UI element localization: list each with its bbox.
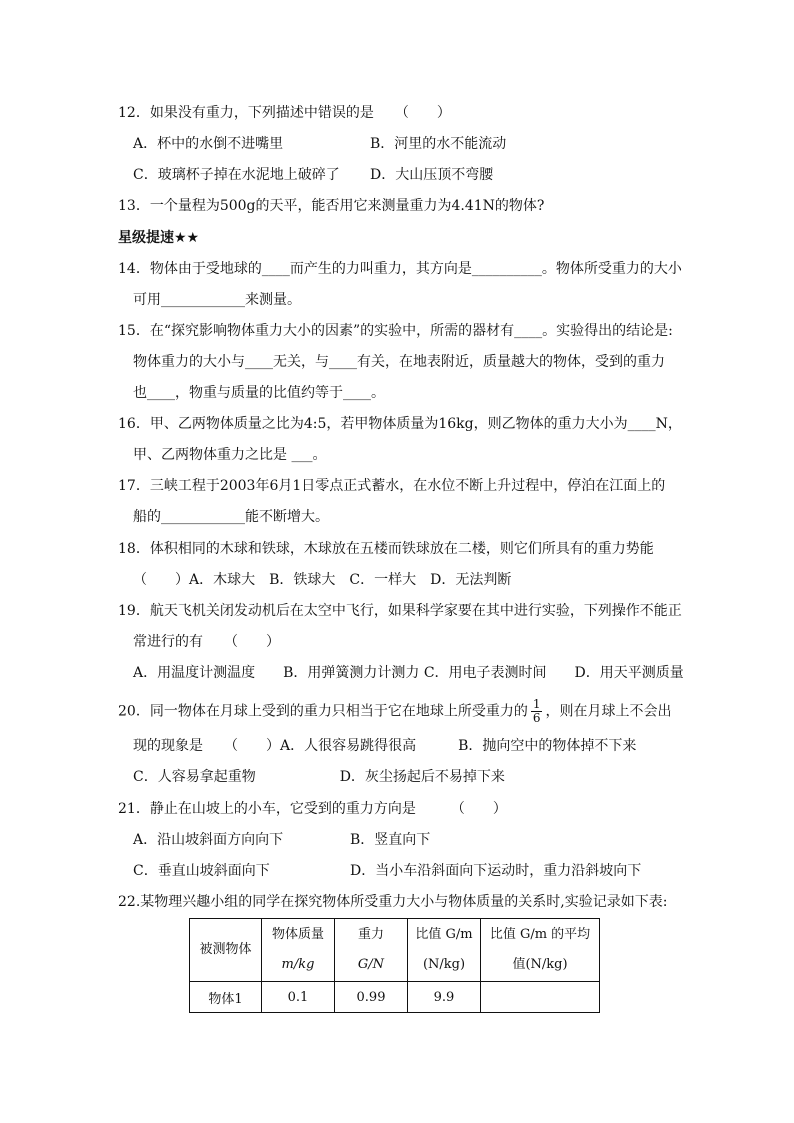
question-19-line-1: 19．航天飞机关闭发动机后在太空中飞行，如果科学家要在其中进行实验，下列操作不能正 [118, 603, 682, 619]
question-15-line-2: 物体重力的大小与____无关，与____有关，在地表附近，质量越大的物体，受到的重力 [133, 354, 665, 370]
question-13-stem: 13．一个量程为500g的天平，能否用它来测量重力为4.41N的物体? [118, 198, 545, 214]
question-19-line-2: 常进行的有 （ ） [133, 634, 280, 650]
question-21-stem: 21．静止在山坡上的小车，它受到的重力方向是 （ ） [118, 801, 507, 817]
question-16-line-1: 16．甲、乙两物体质量之比为4:5，若甲物体质量为16kg，则乙物体的重力大小为____N， [118, 416, 682, 432]
question-12-option-a: A．杯中的水倒不进嘴里 [133, 136, 284, 152]
header-ratio: 比值 G/m [415, 927, 473, 942]
question-15-line-1: 15．在“探究影响物体重力大小的因素”的实验中，所需的器材有____。实验得出的结论是: [118, 323, 673, 339]
header-ratio-unit: (N/kg) [422, 957, 466, 972]
question-15-line-3: 也____，物重与质量的比值约等于____。 [133, 385, 385, 401]
question-18-line-1: 18．体积相同的木球和铁球，木球放在五楼而铁球放在二楼，则它们所具有的重力势能 [118, 541, 654, 557]
one-sixth-fraction [531, 698, 543, 725]
question-16-line-2: 甲、乙两物体重力之比是 ___。 [133, 447, 327, 463]
table-row [190, 982, 600, 1013]
table-cell: 物体1 [190, 982, 262, 1013]
question-20-line-3: C．人容易拿起重物 D．灰尘扬起后不易掉下来 [133, 769, 505, 785]
header-gravity: 重力 [357, 927, 384, 942]
question-21-option-b: B．竖直向下 [350, 832, 431, 848]
experiment-table [189, 918, 600, 1013]
table-cell: 9.9 [408, 982, 481, 1013]
table-cell [481, 982, 600, 1013]
table-header-cell [481, 919, 600, 982]
fraction-denominator: 6 [532, 711, 541, 725]
question-17-line-2: 船的____________能不断增大。 [133, 509, 329, 525]
question-20-line-1-start: 20．同一物体在月球上受到的重力只相当于它在地球上所受重力的 [118, 703, 528, 720]
question-14-line-1: 14．物体由于受地球的____而产生的力叫重力，其方向是__________。物体所受重力的大小 [118, 261, 682, 277]
question-21-option-a: A．沿山坡斜面方向向下 [133, 832, 284, 848]
table-header-cell [408, 919, 481, 982]
table-cell: 0.1 [262, 982, 335, 1013]
table-cell: 0.99 [335, 982, 408, 1013]
question-18-line-2: （ ）A．木球大 B．铁球大 C．一样大 D．无法判断 [133, 572, 512, 588]
question-12-option-d: D．大山压顶不弯腰 [370, 167, 494, 183]
header-mass: 物体质量 [271, 927, 324, 942]
question-21-option-d: D．当小车沿斜面向下运动时，重力沿斜坡向下 [350, 863, 642, 879]
question-21-option-c: C．垂直山坡斜面向下 [133, 863, 270, 879]
question-20-line-1 [118, 698, 671, 725]
question-19-line-3: A．用温度计测温度 B．用弹簧测力计测力 C．用电子表测时间 D．用天平测质量 [133, 665, 684, 681]
question-17-line-1: 17．三峡工程于2003年6月1日零点正式蓄水，在水位不断上升过程中，停泊在江面上的 [118, 478, 666, 494]
section-title: 星级提速★★ [118, 230, 200, 246]
table-header-cell [262, 919, 335, 982]
question-14-line-2: 可用____________来测量。 [133, 292, 301, 308]
header-object: 被测物体 [199, 942, 252, 957]
question-12-stem: 12．如果没有重力，下列描述中错误的是 （ ） [118, 105, 451, 121]
question-20-line-2: 现的现象是 （ ）A．人很容易跳得很高 B．抛向空中的物体掉不下来 [133, 738, 637, 754]
table-header-row [190, 919, 600, 982]
header-gravity-unit: G/N [357, 957, 385, 972]
header-average: 比值 G/m 的平均 [489, 927, 591, 942]
question-12-option-b: B．河里的水不能流动 [370, 136, 507, 152]
question-22-stem: 22.某物理兴趣小组的同学在探究物体所受重力大小与物体质量的关系时,实验记录如下表: [118, 894, 668, 910]
table-header-cell [335, 919, 408, 982]
header-mass-unit: m/kg [281, 957, 315, 972]
fraction-numerator: 1 [532, 697, 541, 711]
header-average-unit: 值(N/kg) [512, 957, 568, 972]
table-header-cell [190, 919, 262, 982]
question-20-line-1-end: ，则在月球上不会出 [545, 703, 672, 720]
question-12-option-c: C．玻璃杯子掉在水泥地上破碎了 [133, 167, 340, 183]
